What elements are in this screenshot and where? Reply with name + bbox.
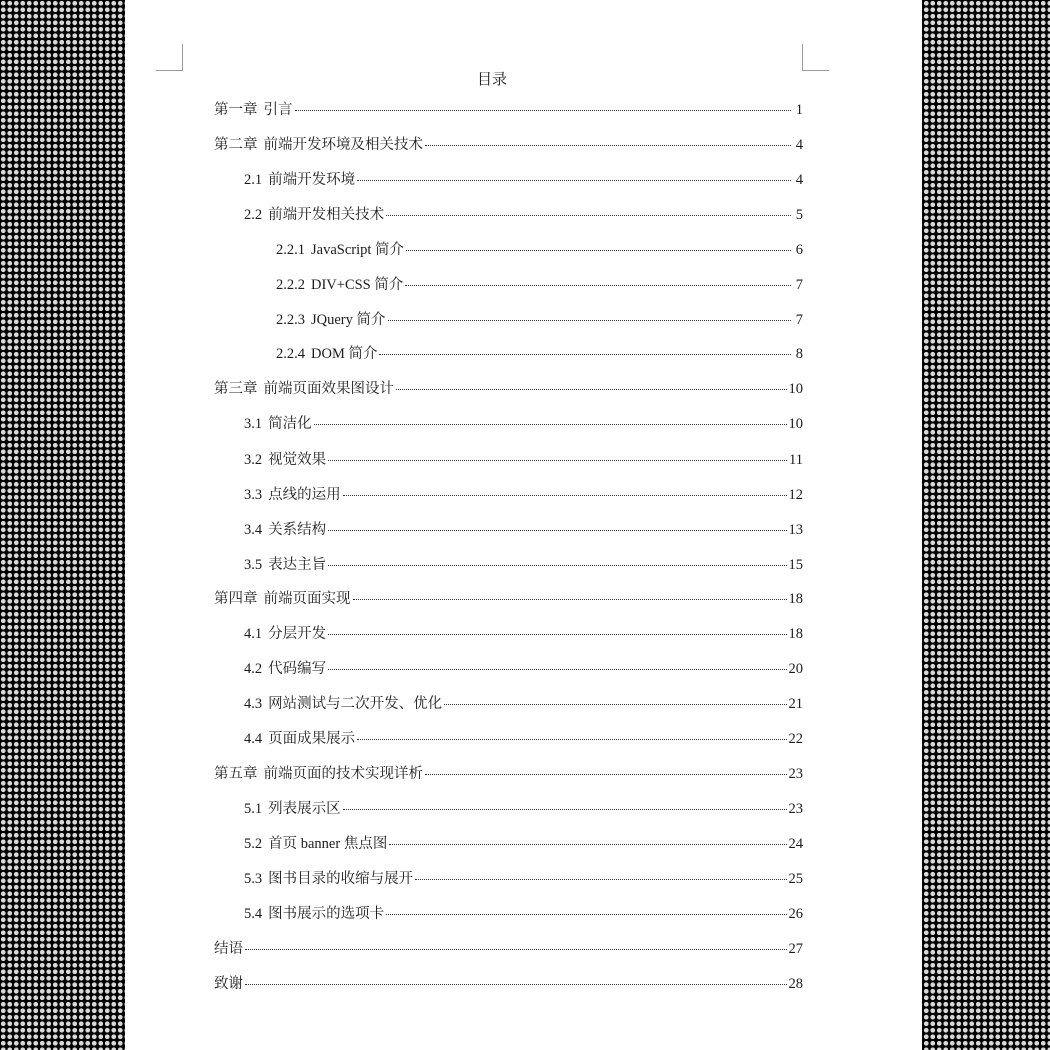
toc-entry-number: 5.4 [244, 906, 263, 922]
toc-entry-number: 2.2.1 [276, 242, 305, 258]
toc-entry-page-number: 10 [788, 381, 803, 397]
toc-entry-number: 3.4 [244, 522, 263, 538]
toc-entry-page-number: 27 [788, 941, 803, 957]
toc-dot-leader [379, 354, 791, 355]
toc-dot-leader [425, 145, 791, 146]
toc-entry[interactable] [244, 622, 803, 646]
toc-entry-title: 结语 [214, 941, 243, 957]
toc-entry-page-number: 28 [788, 976, 803, 992]
toc-entry-number: 第三章 [214, 381, 258, 397]
toc-dot-leader [328, 565, 786, 566]
toc-entry-title: 前端开发环境及相关技术 [263, 137, 423, 153]
toc-entry[interactable] [214, 762, 803, 786]
toc-entry-number: 3.5 [244, 557, 263, 573]
toc-entry[interactable] [214, 937, 803, 961]
toc-entry-number: 2.2.3 [276, 312, 305, 328]
toc-dot-leader [245, 984, 787, 985]
toc-entry-number: 4.1 [244, 626, 263, 642]
toc-entry-title: 前端开发相关技术 [268, 207, 385, 223]
toc-dot-leader [245, 949, 787, 950]
toc-entry-title: 前端页面实现 [263, 591, 351, 607]
toc-entry[interactable] [276, 238, 803, 262]
toc-entry[interactable] [244, 867, 803, 891]
toc-entry[interactable] [244, 203, 803, 227]
toc-entry[interactable] [276, 273, 803, 297]
toc-entry-number: 4.3 [244, 696, 263, 712]
toc-entry-number: 5.2 [244, 836, 263, 852]
toc-entry[interactable] [244, 168, 803, 192]
toc-entry-title: DOM 简介 [311, 346, 378, 362]
toc-entry[interactable] [244, 518, 803, 542]
toc-entry-number: 第五章 [214, 766, 258, 782]
toc-dot-leader [328, 669, 786, 670]
toc-entry-title: JavaScript 简介 [311, 242, 405, 258]
toc-dot-leader [314, 424, 787, 425]
toc-entry-page-number: 24 [788, 836, 803, 852]
toc-entry[interactable] [244, 448, 803, 472]
toc-entry[interactable] [214, 377, 803, 401]
toc-entry-title: JQuery 简介 [311, 312, 386, 328]
toc-entry-title: 简洁化 [268, 416, 312, 432]
toc-entry-page-number: 25 [788, 871, 803, 887]
toc-dot-leader [386, 215, 791, 216]
toc-entry[interactable] [244, 412, 803, 436]
margin-corner-mark-top-right [802, 44, 829, 71]
toc-dot-leader [415, 879, 786, 880]
toc-entry-number: 4.4 [244, 731, 263, 747]
toc-dot-leader [343, 495, 787, 496]
toc-dot-leader [328, 634, 786, 635]
toc-entry-page-number: 20 [788, 661, 803, 677]
toc-entry-page-number: 26 [788, 906, 803, 922]
toc-entry-number: 5.3 [244, 871, 263, 887]
toc-entry-title: 表达主旨 [268, 557, 327, 573]
toc-entry-title: 列表展示区 [268, 801, 341, 817]
toc-entry-title: 视觉效果 [268, 452, 327, 468]
toc-entry[interactable] [244, 483, 803, 507]
toc-entry[interactable] [244, 797, 803, 821]
toc-entry[interactable] [244, 727, 803, 751]
toc-entry-page-number: 23 [788, 801, 803, 817]
toc-entry-page-number: 4 [795, 137, 803, 153]
toc-entry-page-number: 7 [795, 312, 803, 328]
toc-entry-title: 致谢 [214, 976, 243, 992]
toc-dot-leader [386, 914, 786, 915]
toc-dot-leader [343, 809, 787, 810]
toc-entry[interactable] [214, 133, 803, 157]
toc-title: 目录 [476, 70, 507, 88]
toc-dot-leader [328, 530, 786, 531]
toc-entry[interactable] [214, 98, 803, 122]
toc-entry-number: 第一章 [214, 102, 258, 118]
toc-entry[interactable] [244, 832, 803, 856]
toc-entry-title: 点线的运用 [268, 487, 341, 503]
toc-entry-page-number: 1 [795, 102, 803, 118]
toc-entry-page-number: 11 [789, 452, 803, 468]
toc-entry[interactable] [276, 342, 803, 366]
toc-entry-title: 前端页面效果图设计 [263, 381, 394, 397]
toc-entry[interactable] [276, 308, 803, 332]
toc-dot-leader [396, 389, 787, 390]
toc-dot-leader [389, 844, 786, 845]
toc-entry-page-number: 4 [795, 172, 803, 188]
toc-entry-number: 2.1 [244, 172, 263, 188]
toc-entry-title: 页面成果展示 [268, 731, 356, 747]
toc-dot-leader [353, 599, 787, 600]
toc-entry-title: 网站测试与二次开发、优化 [268, 696, 443, 712]
toc-dot-leader [444, 704, 786, 705]
toc-entry-page-number: 15 [788, 557, 803, 573]
toc-entry-page-number: 21 [788, 696, 803, 712]
toc-entry-title: 图书展示的选项卡 [268, 906, 385, 922]
toc-entry-page-number: 12 [788, 487, 803, 503]
toc-dot-leader [405, 285, 791, 286]
toc-entry-page-number: 10 [788, 416, 803, 432]
toc-entry-page-number: 18 [788, 626, 803, 642]
toc-entry-page-number: 6 [795, 242, 803, 258]
toc-entry[interactable] [244, 553, 803, 577]
toc-entry-page-number: 18 [788, 591, 803, 607]
toc-dot-leader [425, 774, 787, 775]
toc-entry-number: 3.2 [244, 452, 263, 468]
toc-entry-page-number: 22 [788, 731, 803, 747]
toc-entry-title: 引言 [263, 102, 293, 118]
margin-corner-mark-top-left [156, 44, 183, 71]
toc-entry-page-number: 7 [795, 277, 803, 293]
toc-entry-number: 3.1 [244, 416, 263, 432]
toc-entry-page-number: 8 [795, 346, 803, 362]
toc-entry-number: 4.2 [244, 661, 263, 677]
toc-entry-title: DIV+CSS 简介 [311, 277, 404, 293]
toc-entry[interactable] [214, 587, 803, 611]
toc-entry-title: 代码编写 [268, 661, 327, 677]
toc-entry-number: 第二章 [214, 137, 258, 153]
toc-entry-title: 分层开发 [268, 626, 327, 642]
toc-entry-number: 3.3 [244, 487, 263, 503]
toc-entry-number: 5.1 [244, 801, 263, 817]
toc-entry-page-number: 5 [795, 207, 803, 223]
toc-dot-leader [357, 739, 786, 740]
toc-entry-number: 2.2 [244, 207, 263, 223]
toc-entry-page-number: 23 [788, 766, 803, 782]
toc-entry[interactable] [244, 657, 803, 681]
toc-entry[interactable] [214, 972, 803, 996]
toc-entry-title: 前端页面的技术实现详析 [263, 766, 423, 782]
toc-entry-title: 首页 banner 焦点图 [268, 836, 388, 852]
toc-entry-title: 前端开发环境 [268, 172, 356, 188]
toc-entry-number: 第四章 [214, 591, 258, 607]
toc-entry-title: 关系结构 [268, 522, 327, 538]
toc-entry[interactable] [244, 692, 803, 716]
toc-dot-leader [388, 320, 791, 321]
toc-dot-leader [295, 110, 792, 111]
document-page [125, 0, 922, 1050]
toc-entry-page-number: 13 [788, 522, 803, 538]
toc-dot-leader [406, 250, 791, 251]
toc-dot-leader [328, 460, 787, 461]
toc-entry[interactable] [244, 902, 803, 926]
toc-entry-number: 2.2.2 [276, 277, 305, 293]
toc-entry-number: 2.2.4 [276, 346, 305, 362]
toc-dot-leader [357, 180, 791, 181]
toc-entry-title: 图书目录的收缩与展开 [268, 871, 414, 887]
